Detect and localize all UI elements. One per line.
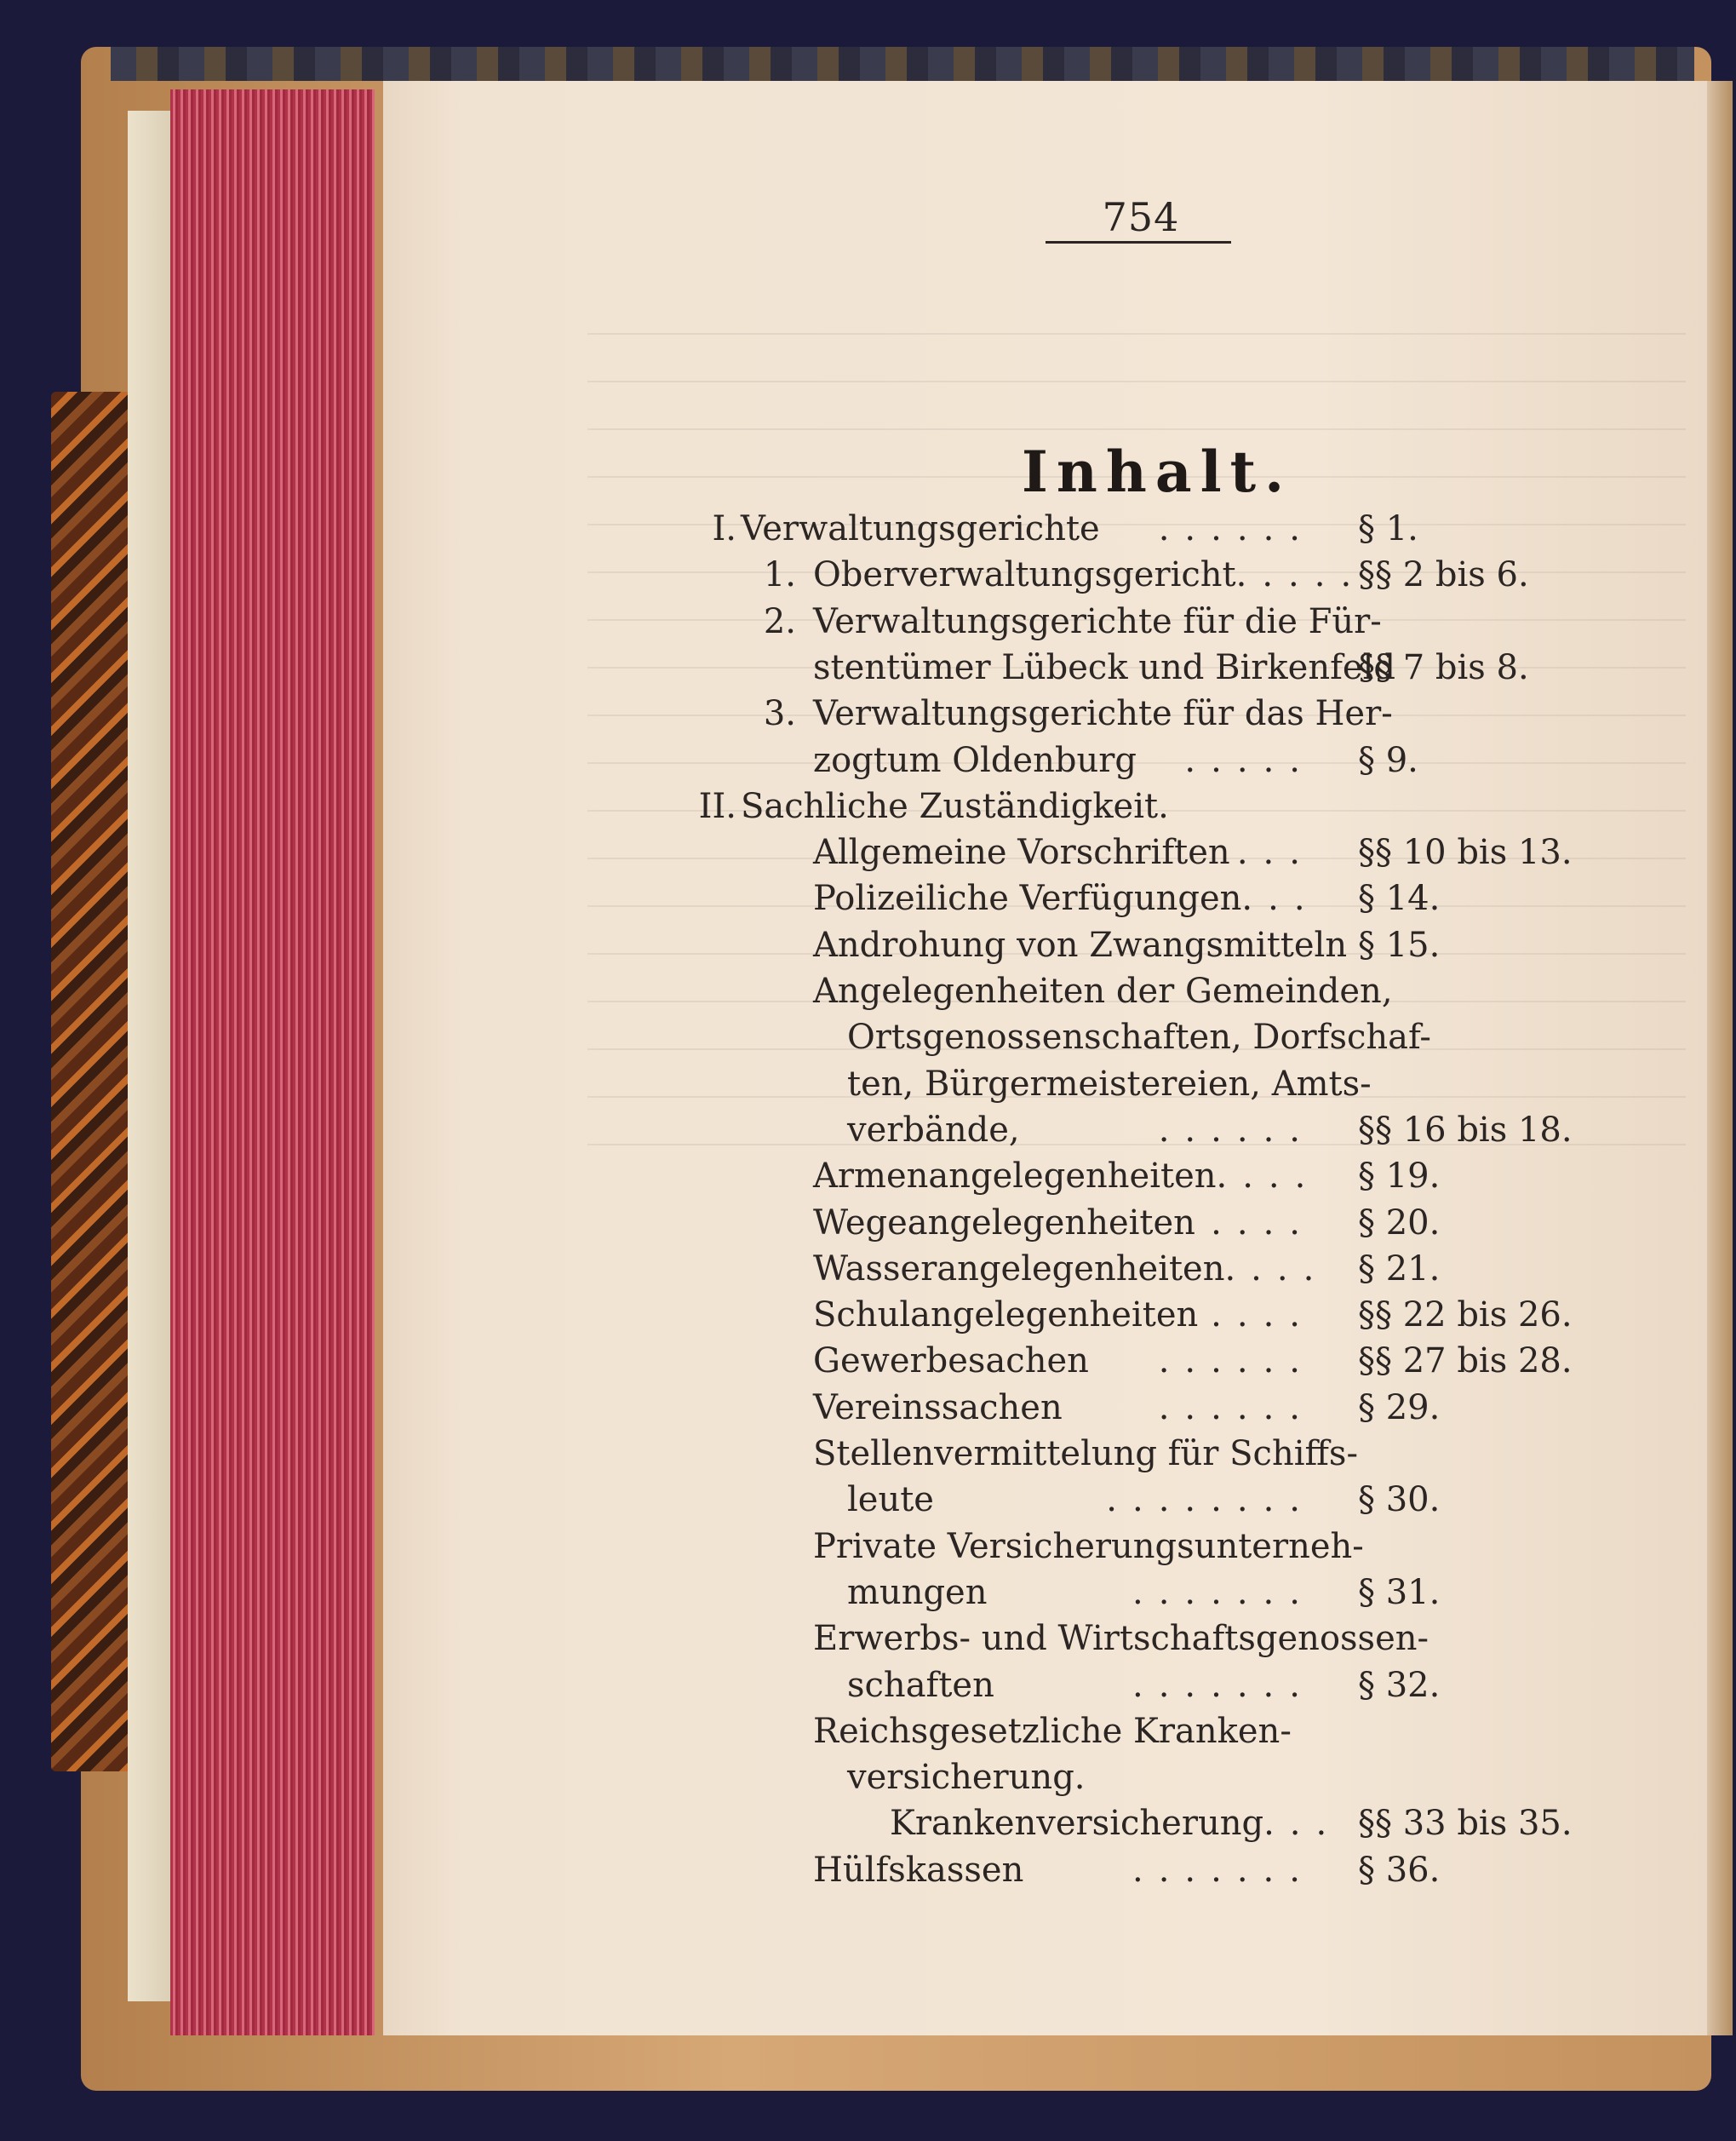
toc-section-reference: § 15. xyxy=(1358,926,1441,965)
toc-entry-title: ten, Bürgermeistereien, Amts- xyxy=(847,1065,1372,1104)
toc-entry-number: II. xyxy=(698,787,736,826)
toc-leader-dots: .... xyxy=(1216,1157,1321,1196)
toc-entry xyxy=(847,1573,1315,1612)
facing-page-edge xyxy=(1707,81,1733,2035)
toc-entry xyxy=(847,1111,1315,1150)
red-page-edges xyxy=(170,89,375,2035)
toc-section-reference: §§ 22 bis 26. xyxy=(1358,1295,1573,1335)
toc-entry-title: schaften xyxy=(847,1666,994,1705)
toc-entry-title: Verwaltungsgerichte für die Für- xyxy=(813,602,1382,641)
toc-entry-title: Oberverwaltungsgericht xyxy=(813,555,1236,594)
toc-entry-title: stentümer Lübeck und Birkenfeld xyxy=(813,648,1395,687)
toc-entry-title: Ortsgenossenschaften, Dorfschaf- xyxy=(847,1018,1431,1057)
toc-entry-title: Armenangelegenheiten xyxy=(813,1157,1217,1196)
toc-entry-title: Vereinssachen xyxy=(813,1388,1063,1427)
toc-entry-title: Hülfskassen xyxy=(813,1851,1024,1890)
toc-entry-title: Schulangelegenheiten xyxy=(813,1295,1199,1335)
toc-entry-title: Angelegenheiten der Gemeinden, xyxy=(813,972,1393,1011)
toc-entry-title: Sachliche Zuständigkeit. xyxy=(741,787,1169,826)
toc-entry xyxy=(813,1341,1315,1380)
toc-entry xyxy=(813,1712,1292,1751)
toc-leader-dots: ... xyxy=(1241,879,1321,918)
toc-leader-dots: ....... xyxy=(1132,1851,1315,1890)
toc-entry-title: Erwerbs- und Wirtschaftsgenossen- xyxy=(813,1619,1429,1658)
toc-leader-dots: ....... xyxy=(1132,1666,1315,1705)
toc-entry xyxy=(813,602,1382,641)
toc-leader-dots: .... xyxy=(1224,1249,1330,1289)
toc-entry-title: versicherung. xyxy=(847,1758,1086,1797)
toc-leader-dots: ...... xyxy=(1158,1388,1315,1427)
toc-entry xyxy=(813,1157,1321,1196)
toc-section-reference: § 14. xyxy=(1358,879,1441,918)
toc-section-reference: § 30. xyxy=(1358,1480,1441,1519)
toc-entry xyxy=(813,648,1395,687)
toc-entry xyxy=(847,1018,1431,1057)
toc-entry xyxy=(813,833,1315,872)
toc-entry xyxy=(847,1666,1315,1705)
toc-entry-number: 1. xyxy=(763,555,796,594)
toc-entry xyxy=(813,1619,1429,1658)
toc-section-reference: § 20. xyxy=(1358,1203,1441,1243)
toc-leader-dots: ... xyxy=(1236,833,1315,872)
toc-leader-dots: ...... xyxy=(1158,509,1315,548)
toc-entry-title: Wasserangelegenheiten xyxy=(813,1249,1225,1289)
toc-section-reference: §§ 2 bis 6. xyxy=(1358,555,1529,594)
toc-entry-title: Private Versicherungsunterneh- xyxy=(813,1527,1364,1566)
toc-entry xyxy=(813,972,1393,1011)
toc-leader-dots: ...... xyxy=(1158,1341,1315,1380)
page-number: 754 xyxy=(1102,194,1180,240)
toc-section-reference: § 19. xyxy=(1358,1157,1441,1196)
toc-entry xyxy=(813,694,1393,733)
toc-section-reference: § 36. xyxy=(1358,1851,1441,1890)
toc-leader-dots: .... xyxy=(1211,1203,1315,1243)
toc-leader-dots: ...... xyxy=(1158,1111,1315,1150)
page-title: Inhalt. xyxy=(1022,439,1293,505)
toc-entry xyxy=(813,741,1315,780)
toc-entry xyxy=(741,509,1315,548)
toc-entry-title: leute xyxy=(847,1480,934,1519)
toc-section-reference: § 21. xyxy=(1358,1249,1441,1289)
toc-section-reference: §§ 10 bis 13. xyxy=(1358,833,1573,872)
toc-section-reference: §§ 27 bis 28. xyxy=(1358,1341,1573,1380)
toc-entry xyxy=(847,1065,1372,1104)
toc-leader-dots: ........ xyxy=(1106,1480,1315,1519)
toc-entry-title: Gewerbesachen xyxy=(813,1341,1089,1380)
book-spine-top xyxy=(111,47,1694,81)
toc-entry xyxy=(813,1851,1315,1890)
toc-section-reference: § 32. xyxy=(1358,1666,1441,1705)
toc-entry-title: Polizeiliche Verfügungen xyxy=(813,879,1242,918)
toc-entry xyxy=(813,1249,1330,1289)
toc-entry-title: zogtum Oldenburg xyxy=(813,741,1137,780)
toc-entry-title: Allgemeine Vorschriften xyxy=(813,833,1230,872)
toc-entry xyxy=(813,1295,1315,1335)
toc-entry xyxy=(847,1480,1315,1519)
toc-entry-title: Stellenvermittelung für Schiffs- xyxy=(813,1434,1358,1473)
toc-leader-dots: .... xyxy=(1211,1295,1315,1335)
toc-entry-title: Reichsgesetzliche Kranken- xyxy=(813,1712,1292,1751)
toc-entry xyxy=(741,787,1169,826)
toc-entry xyxy=(813,555,1367,594)
toc-entry-title: Krankenversicherung xyxy=(890,1804,1264,1843)
toc-entry xyxy=(813,1203,1315,1243)
page-number-rule xyxy=(1046,241,1231,244)
toc-entry xyxy=(813,879,1321,918)
toc-section-reference: §§ 7 bis 8. xyxy=(1358,648,1529,687)
toc-leader-dots: ... xyxy=(1263,1804,1343,1843)
toc-section-reference: § 1. xyxy=(1358,509,1418,548)
toc-entry-title: Wegeangelegenheiten xyxy=(813,1203,1195,1243)
toc-entry-title: verbände, xyxy=(847,1111,1020,1150)
toc-entry xyxy=(813,1388,1315,1427)
toc-section-reference: § 29. xyxy=(1358,1388,1441,1427)
toc-leader-dots: ..... xyxy=(1184,741,1315,780)
toc-section-reference: §§ 16 bis 18. xyxy=(1358,1111,1573,1150)
toc-entry-number: I. xyxy=(712,509,736,548)
marbled-cover-edge xyxy=(51,392,132,1771)
toc-entry-number: 3. xyxy=(763,694,796,733)
toc-section-reference: § 31. xyxy=(1358,1573,1441,1612)
toc-entry-title: Androhung von Zwangsmitteln xyxy=(813,926,1348,965)
toc-leader-dots: ..... xyxy=(1235,555,1367,594)
toc-entry-title: mungen xyxy=(847,1573,988,1612)
toc-entry xyxy=(890,1804,1343,1843)
toc-entry xyxy=(813,926,1347,965)
toc-leader-dots: ....... xyxy=(1132,1573,1315,1612)
toc-entry xyxy=(813,1434,1358,1473)
toc-section-reference: §§ 33 bis 35. xyxy=(1358,1804,1573,1843)
toc-entry-title: Verwaltungsgerichte für das Her- xyxy=(813,694,1393,733)
toc-entry-number: 2. xyxy=(763,602,796,641)
toc-entry xyxy=(813,1527,1364,1566)
toc-entry-title: Verwaltungsgerichte xyxy=(741,509,1100,548)
toc-entry xyxy=(847,1758,1086,1797)
toc-section-reference: § 9. xyxy=(1358,741,1418,780)
